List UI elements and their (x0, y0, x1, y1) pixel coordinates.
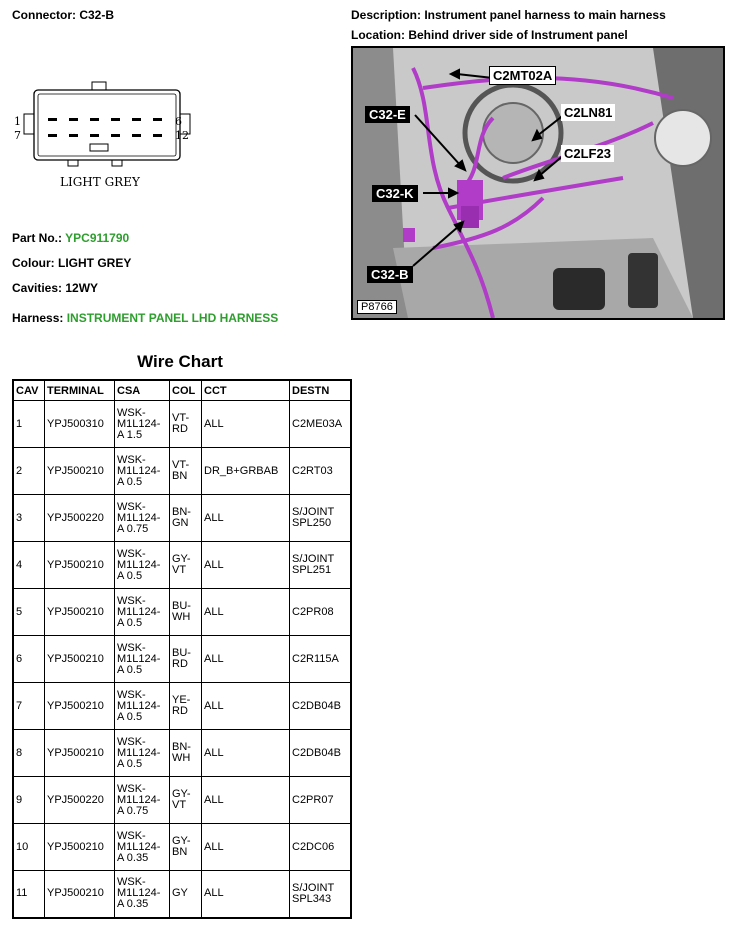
cell-cav: 5 (13, 589, 45, 636)
cell-cav: 10 (13, 824, 45, 871)
callout-c32e: C32-E (365, 106, 410, 123)
cell-csa: WSK-M1L124-A 0.75 (115, 777, 170, 824)
cell-terminal: YPJ500210 (45, 636, 115, 683)
cell-terminal: YPJ500210 (45, 871, 115, 918)
cell-col: GY-VT (170, 777, 202, 824)
location-text: Location: Behind driver side of Instrument panel (351, 28, 628, 42)
cell-csa: WSK-M1L124-A 0.35 (115, 871, 170, 918)
cell-cct: ALL (202, 495, 290, 542)
callout-c2ln81: C2LN81 (561, 104, 615, 121)
table-row (13, 871, 351, 918)
part-no-value: YPC911790 (65, 231, 130, 245)
cell-csa: WSK-M1L124-A 0.5 (115, 448, 170, 495)
cell-destn: C2PR08 (290, 589, 352, 636)
cell-cct: ALL (202, 730, 290, 777)
cell-csa: WSK-M1L124-A 0.75 (115, 495, 170, 542)
cell-destn: C2DB04B (290, 730, 352, 777)
cell-col: YE-RD (170, 683, 202, 730)
table-row (13, 401, 351, 448)
cell-cct: ALL (202, 871, 290, 918)
cell-destn: S/JOINT SPL251 (290, 542, 352, 589)
cell-terminal: YPJ500310 (45, 401, 115, 448)
part-no-label: Part No.: (12, 231, 63, 245)
cell-terminal: YPJ500210 (45, 448, 115, 495)
cell-cav: 1 (13, 401, 45, 448)
cell-destn: C2PR07 (290, 777, 352, 824)
cell-cct: ALL (202, 542, 290, 589)
cell-col: VT-BN (170, 448, 202, 495)
table-row (13, 683, 351, 730)
cell-terminal: YPJ500210 (45, 683, 115, 730)
cell-cav: 7 (13, 683, 45, 730)
callout-c2mt02a: C2MT02A (489, 66, 556, 85)
cell-terminal: YPJ500220 (45, 495, 115, 542)
cell-csa: WSK-M1L124-A 0.5 (115, 589, 170, 636)
pin-label-7: 7 (14, 129, 21, 142)
cell-cav: 4 (13, 542, 45, 589)
cell-destn: C2ME03A (290, 401, 352, 448)
description-text: Description: Instrument panel harness to main harness (351, 8, 666, 22)
cell-cav: 9 (13, 777, 45, 824)
connector-title: Connector: C32-B (12, 8, 115, 22)
cell-col: GY (170, 871, 202, 918)
cell-cct: ALL (202, 589, 290, 636)
cell-col: BN-WH (170, 730, 202, 777)
pin-label-1: 1 (14, 115, 21, 128)
cell-destn: C2RT03 (290, 448, 352, 495)
cell-col: BU-RD (170, 636, 202, 683)
part-no-line (12, 231, 129, 245)
cell-csa: WSK-M1L124-A 0.5 (115, 683, 170, 730)
cell-cav: 3 (13, 495, 45, 542)
cell-cct: ALL (202, 401, 290, 448)
cell-destn: S/JOINT SPL343 (290, 871, 352, 918)
header-csa: CSA (115, 380, 170, 401)
cell-destn: C2DC06 (290, 824, 352, 871)
callout-c2lf23: C2LF23 (561, 145, 614, 162)
pin-label-12: 12 (175, 129, 189, 142)
table-row (13, 824, 351, 871)
cell-cav: 2 (13, 448, 45, 495)
wire-chart-header-row (13, 380, 351, 401)
cell-csa: WSK-M1L124-A 0.35 (115, 824, 170, 871)
cell-cct: ALL (202, 824, 290, 871)
cell-csa: WSK-M1L124-A 0.5 (115, 542, 170, 589)
harness-label: Harness: (12, 311, 64, 325)
location-photo (351, 46, 725, 320)
cell-cct: ALL (202, 777, 290, 824)
cell-cct: DR_B+GRBAB (202, 448, 290, 495)
table-row (13, 495, 351, 542)
table-row (13, 636, 351, 683)
header-destn: DESTN (290, 380, 352, 401)
table-row (13, 542, 351, 589)
cell-col: GY-BN (170, 824, 202, 871)
table-row (13, 777, 351, 824)
header-col: COL (170, 380, 202, 401)
cell-terminal: YPJ500210 (45, 730, 115, 777)
callout-c32b: C32-B (367, 266, 413, 283)
callout-c32k: C32-K (372, 185, 418, 202)
cell-terminal: YPJ500210 (45, 589, 115, 636)
cell-csa: WSK-M1L124-A 0.5 (115, 636, 170, 683)
cell-cav: 11 (13, 871, 45, 918)
cell-destn: C2R115A (290, 636, 352, 683)
cell-terminal: YPJ500210 (45, 824, 115, 871)
wire-chart-table (12, 379, 352, 919)
table-row (13, 448, 351, 495)
cell-cct: ALL (202, 683, 290, 730)
cell-terminal: YPJ500210 (45, 542, 115, 589)
header-cav: CAV (13, 380, 45, 401)
cell-col: BU-WH (170, 589, 202, 636)
cell-csa: WSK-M1L124-A 1.5 (115, 401, 170, 448)
cell-destn: S/JOINT SPL250 (290, 495, 352, 542)
cell-col: BN-GN (170, 495, 202, 542)
wire-chart-title: Wire Chart (137, 352, 223, 371)
connector-color-caption: LIGHT GREY (60, 175, 140, 189)
connector-face-diagram (14, 78, 192, 198)
cell-cav: 8 (13, 730, 45, 777)
cell-col: GY-VT (170, 542, 202, 589)
header-cct: CCT (202, 380, 290, 401)
cell-terminal: YPJ500220 (45, 777, 115, 824)
colour-line: Colour: LIGHT GREY (12, 256, 132, 270)
cavities-line: Cavities: 12WY (12, 281, 99, 295)
pin-label-6: 6 (175, 115, 182, 128)
table-row (13, 589, 351, 636)
cell-csa: WSK-M1L124-A 0.5 (115, 730, 170, 777)
header-terminal: TERMINAL (45, 380, 115, 401)
cell-cav: 6 (13, 636, 45, 683)
harness-value: INSTRUMENT PANEL LHD HARNESS (66, 311, 279, 325)
harness-line (12, 311, 278, 325)
cell-destn: C2DB04B (290, 683, 352, 730)
cell-col: VT-RD (170, 401, 202, 448)
table-row (13, 730, 351, 777)
cell-cct: ALL (202, 636, 290, 683)
photo-ref-number: P8766 (357, 300, 397, 314)
